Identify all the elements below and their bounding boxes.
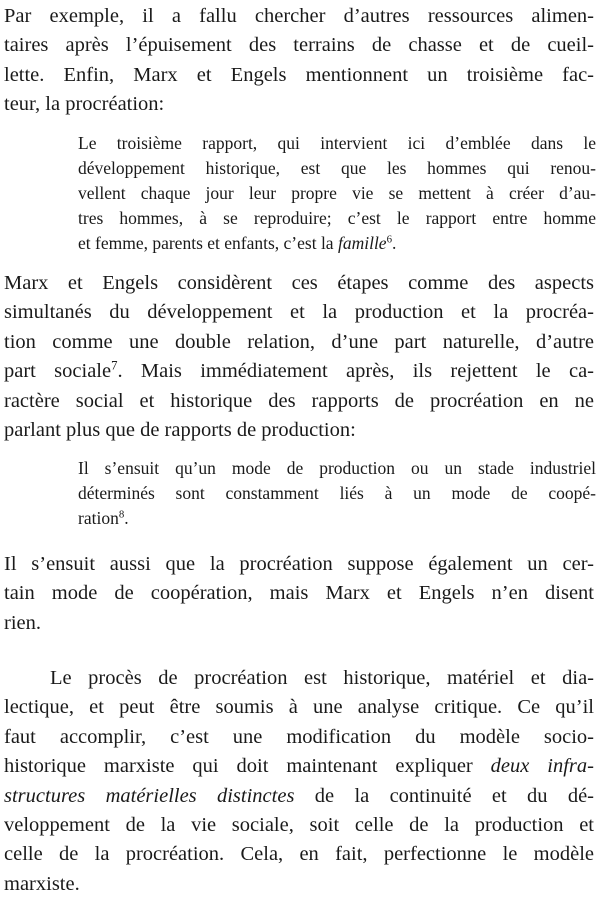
quote-end: . bbox=[124, 508, 129, 528]
quote-line bbox=[78, 506, 596, 531]
quote-line bbox=[78, 231, 596, 256]
text-line: tain mode de coopération, mais Marx et Engels n’en disent bbox=[4, 582, 594, 605]
paragraph-1 bbox=[4, 2, 594, 120]
text-segment: de la continuité et du dé- bbox=[294, 784, 595, 807]
quote-line: développement historique, est que les hommes qui renou- bbox=[78, 158, 596, 178]
quote-line: Il s’ensuit qu’un mode de production ou un stade industriel bbox=[78, 458, 596, 478]
text-line: celle de la procréation. Cela, en fait, perfectionne le modèle bbox=[4, 843, 594, 866]
text-line bbox=[4, 752, 594, 781]
block-quote-2 bbox=[78, 456, 596, 531]
text-line: Par exemple, il a fallu chercher d’autres ressources alimen- bbox=[4, 5, 594, 27]
text-line: veloppement de la vie sociale, soit celle de la production et bbox=[4, 814, 594, 837]
quote-text: et femme, parents et enfants, c’est la bbox=[78, 233, 338, 253]
footnote-ref: 6 bbox=[386, 233, 392, 246]
quote-text: ration bbox=[78, 508, 119, 528]
text-line: marxiste. bbox=[4, 872, 80, 895]
paragraph-2 bbox=[4, 269, 594, 445]
paragraph-3 bbox=[4, 550, 594, 638]
emphasis-text: deux infra- bbox=[490, 755, 594, 778]
text-segment: part sociale bbox=[4, 360, 112, 383]
block-quote-1 bbox=[78, 131, 596, 256]
text-segment: . Mais immédiatement après, ils rejettent le ca- bbox=[117, 360, 594, 383]
text-line: Marx et Engels considèrent ces étapes comme des aspects bbox=[4, 272, 594, 294]
quote-line: vellent chaque jour leur propre vie se mettent à créer d’au- bbox=[78, 183, 596, 203]
text-line bbox=[4, 782, 594, 811]
text-line: lectique, et peut être soumis à une analyse critique. Ce qu’il bbox=[4, 696, 594, 719]
emphasis-text: famille bbox=[337, 233, 387, 253]
text-line: tion comme une double relation, d’une part naturelle, d’autre bbox=[4, 330, 594, 353]
quote-line: Le troisième rapport, qui intervient ici d’emblée dans le bbox=[78, 133, 596, 153]
text-line: teur, la procréation: bbox=[4, 93, 165, 116]
text-segment: historique marxiste qui doit maintenant expliquer bbox=[4, 755, 491, 778]
text-line: simultanés du développement et la production et la procréa- bbox=[4, 301, 594, 324]
text-line: faut accomplir, c’est une modification du modèle socio- bbox=[4, 725, 594, 748]
text-line bbox=[4, 357, 594, 386]
text-line: Le procès de procréation est historique, matériel et dia- bbox=[50, 667, 594, 689]
text-line: rien. bbox=[4, 611, 41, 634]
quote-end: . bbox=[392, 233, 397, 253]
text-line: lette. Enfin, Marx et Engels mentionnent un troisième fac- bbox=[4, 63, 594, 86]
text-line: parlant plus que de rapports de production: bbox=[4, 419, 356, 442]
text-line: ractère social et historique des rapports de procréation en ne bbox=[4, 389, 594, 412]
footnote-ref: 7 bbox=[111, 358, 118, 373]
quote-line: tres hommes, à se reproduire; c’est le rapport entre homme bbox=[78, 208, 596, 228]
quote-line: déterminés sont constamment liés à un mode de coopé- bbox=[78, 483, 596, 503]
footnote-ref: 8 bbox=[118, 508, 125, 521]
emphasis-text: structures matérielles distinctes bbox=[4, 784, 295, 807]
text-line: Il s’ensuit aussi que la procréation suppose également un cer- bbox=[4, 553, 594, 575]
text-line: taires après l’épuisement des terrains de chasse et de cueil- bbox=[4, 34, 594, 57]
paragraph-4 bbox=[4, 664, 594, 899]
